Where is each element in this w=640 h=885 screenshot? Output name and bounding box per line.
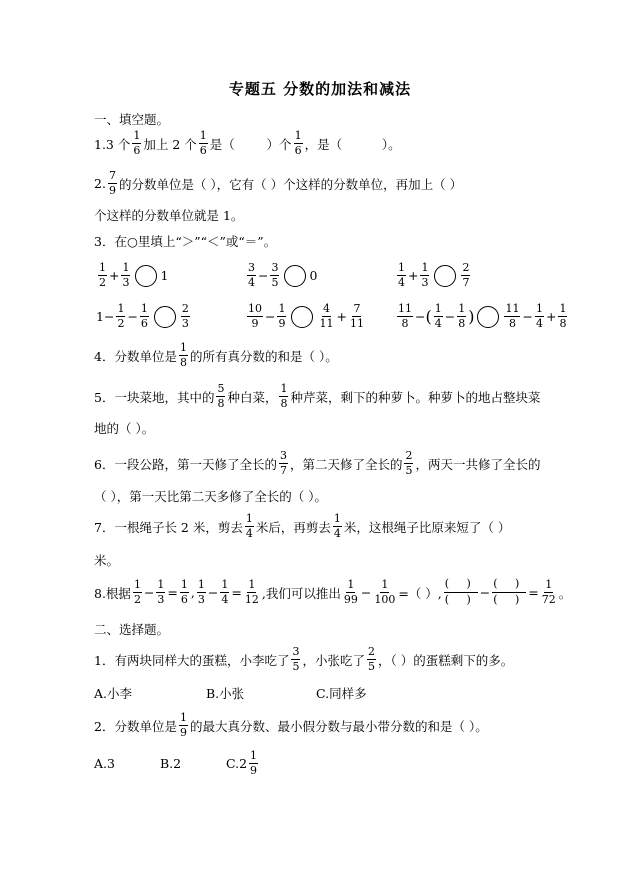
- compare-circle[interactable]: [154, 306, 176, 328]
- compare-2a: 1− $\frac{1}{2}$ − $\frac{1}{6}$ $\frac{2}{3}$: [96, 302, 189, 330]
- choice-1-option-c[interactable]: C.同样多: [316, 686, 367, 701]
- compare-1c: $\frac{1}{4}$ + $\frac{1}{3}$ $\frac{2}{7}$: [398, 261, 470, 289]
- compare-circle[interactable]: [135, 265, 157, 287]
- question-7: 7．一根绳子长 2 米，剪去 $\frac{1}{4}$ 米后，再剪去 $\frac{1}{4}$ 米，这根绳子比原来短了（ ）: [94, 512, 511, 540]
- section-fill-heading: 一、填空题。: [94, 112, 170, 127]
- choice-1-option-a[interactable]: A.小李: [94, 686, 133, 701]
- compare-circle[interactable]: [284, 265, 306, 287]
- fraction: $\frac{1}{6}$: [133, 129, 141, 157]
- fraction: $\frac{1}{6}$: [199, 129, 207, 157]
- fraction: $\frac{1}{6}$: [294, 129, 302, 157]
- question-6-cont: （ ），第一天比第二天多修了全长的（ ）。: [94, 489, 327, 504]
- question-1: 1.3 个 $\frac{1}{6}$ 加上 2 个 $\frac{1}{6}$ 是（ ）个 $\frac{1}{6}$ ，是（ ）。: [94, 129, 401, 157]
- choice-2-option-a[interactable]: A.3: [94, 756, 115, 771]
- compare-2c: $\frac{11}{8}$ − ( $\frac{1}{4}$ − $\frac{1}{8}$ ) $\frac{11}{8}$ − $\frac{1}{4}$ + $\frac{1}{8}$: [398, 302, 567, 330]
- question-5: 5．一块菜地，其中的 $\frac{5}{8}$ 种白菜， $\frac{1}{8}$ 种芹菜，剩下的种萝卜。种萝卜的地占整块菜: [94, 382, 541, 410]
- compare-circle[interactable]: [434, 265, 456, 287]
- compare-1a: $\frac{1}{2}$ + $\frac{1}{3}$ 1: [99, 261, 169, 289]
- compare-1b: $\frac{3}{4}$ − $\frac{3}{5}$ 0: [248, 261, 318, 289]
- question-2-cont: 个这样的分数单位就是 1。: [94, 208, 244, 223]
- compare-2b: $\frac{10}{9}$ − $\frac{1}{9}$ $\frac{4}{11}$ + $\frac{7}{11}$: [248, 302, 364, 330]
- page-title: 专题五 分数的加法和减法: [228, 80, 412, 98]
- question-7-cont: 米。: [94, 553, 120, 568]
- choice-2-option-b[interactable]: B.2: [160, 756, 182, 771]
- blank-fraction[interactable]: $\frac{( )}{( )}$: [492, 578, 526, 607]
- choice-1-option-b[interactable]: B.小张: [206, 686, 245, 701]
- blank-fraction[interactable]: $\frac{( )}{( )}$: [444, 578, 478, 607]
- question-4: 4．分数单位是 $\frac{1}{8}$ 的所有真分数的和是（ ）。: [94, 341, 338, 369]
- question-3: 3．在○里填上“＞”“＜”或“＝”。: [94, 234, 277, 249]
- question-2: 2. $\frac{7}{9}$ 的分数单位是（ ），它有（ ）个这样的分数单位，再加上（ ）: [94, 169, 463, 197]
- choice-question-1: 1．有两块同样大的蛋糕，小李吃了 $\frac{3}{5}$ ，小张吃了 $\frac{2}{5}$ ，（ ）的蛋糕剩下的多。: [94, 645, 514, 673]
- question-6: 6．一段公路，第一天修了全长的 $\frac{3}{7}$ ，第二天修了全长的 $\frac{2}{5}$ ，两天一共修了全长的: [94, 449, 541, 477]
- compare-circle[interactable]: [477, 306, 499, 328]
- fraction: $\frac{7}{9}$: [108, 169, 116, 197]
- question-5-cont: 地的（ ）。: [94, 421, 155, 436]
- choice-question-2: 2．分数单位是 $\frac{1}{9}$ 的最大真分数、最小假分数与最小带分数的和是（ ）。: [94, 711, 488, 739]
- question-8: 8.根据 $\frac{1}{2}$ − $\frac{1}{3}$ = $\frac{1}{6}$ , $\frac{1}{3}$ − $\frac{1}{4}$ = $\frac{1}{12}$ ,我们可以推出 $\frac{1}{99}$ − $\frac{1}{100}$ =（ ）, $\frac{( )}{( )}$ − $\frac{( )}{( )}$ = $\frac{1}{72}$ 。: [94, 577, 572, 606]
- compare-circle[interactable]: [291, 306, 313, 328]
- section-choice-heading: 二、选择题。: [94, 622, 170, 637]
- choice-2-option-c[interactable]: C.2 $\frac{1}{9}$: [226, 749, 258, 777]
